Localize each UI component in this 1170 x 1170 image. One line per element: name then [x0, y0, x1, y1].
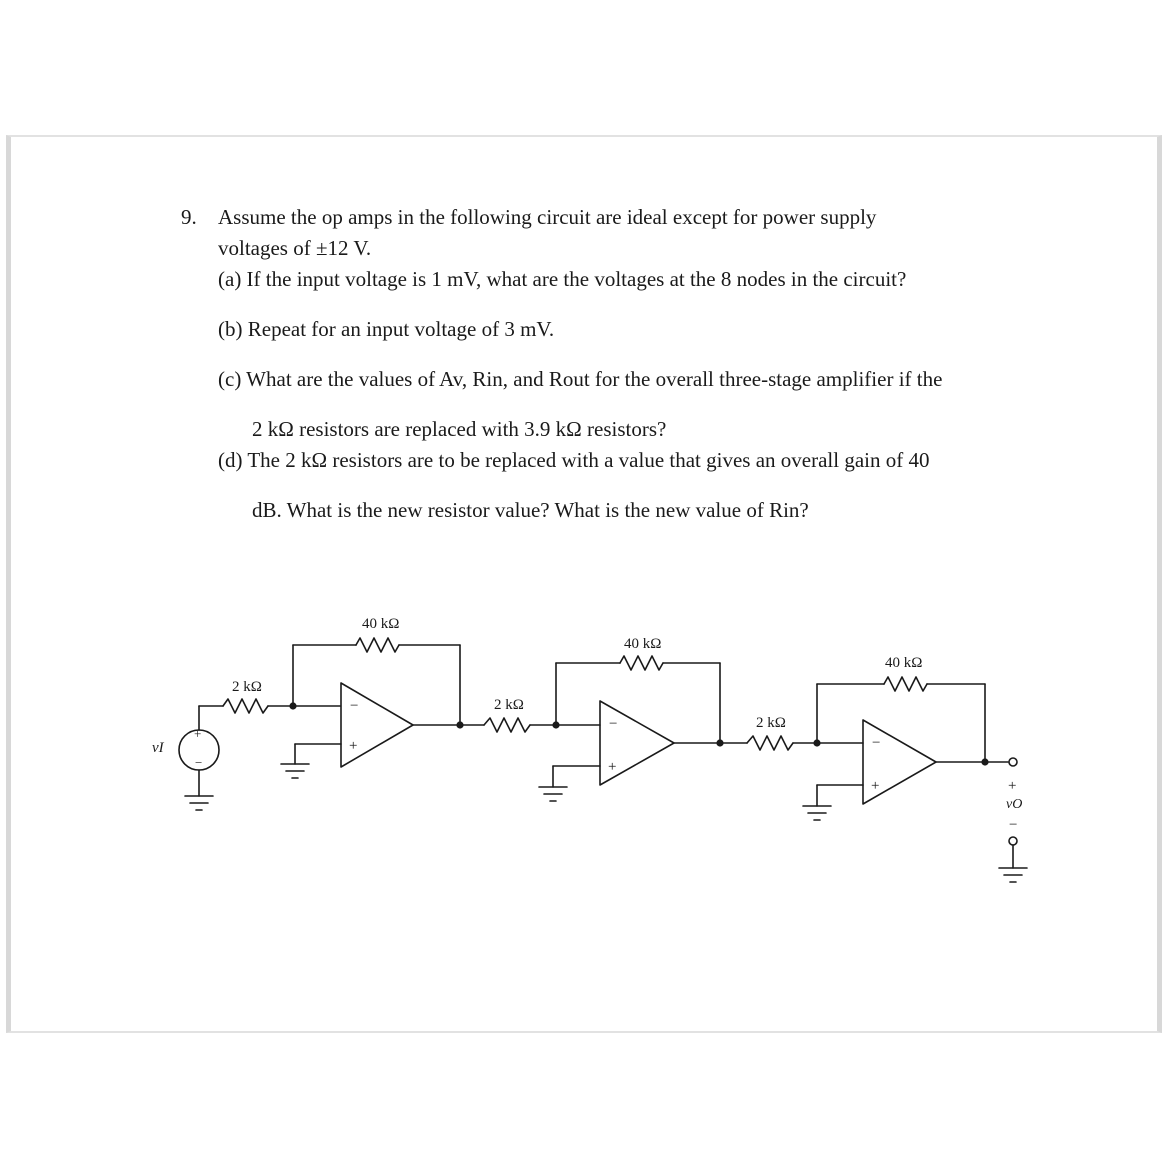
source-label: vI	[152, 740, 164, 756]
node-dot	[552, 721, 559, 728]
stage2-inv-sign: −	[609, 716, 618, 732]
part-b: (b) Repeat for an input voltage of 3 mV.	[218, 317, 555, 341]
output-plus-sign: +	[1008, 778, 1017, 794]
output-terminal-icon	[1009, 837, 1017, 845]
source-minus-sign: −	[195, 755, 203, 770]
output-label: vO	[1006, 797, 1023, 812]
part-c-line1: (c) What are the values of Av, Rin, and Rout for the overall three-stage amplifier if the	[218, 367, 943, 391]
stage3-rin-label: 2 kΩ	[756, 715, 786, 731]
stage2-noninv-sign: +	[608, 759, 617, 775]
op-amp-1-icon	[341, 683, 413, 767]
stage3-inv-sign: −	[872, 735, 881, 751]
node-dot	[289, 702, 296, 709]
stage3-rf-label: 40 kΩ	[885, 655, 923, 671]
ground-icon	[999, 868, 1027, 882]
stage2-rf-label: 40 kΩ	[624, 636, 662, 652]
node-dot	[981, 758, 988, 765]
node-dot	[456, 721, 463, 728]
stage1-inv-sign: −	[350, 698, 359, 714]
output-terminal-icon	[1009, 758, 1017, 766]
node-dot	[813, 739, 820, 746]
part-d-line1: (d) The 2 kΩ resistors are to be replaced with a value that gives an overall gain of 40	[218, 448, 930, 472]
stage1-rin-label: 2 kΩ	[232, 679, 262, 695]
output-minus-sign: −	[1009, 817, 1018, 833]
node-dots	[289, 702, 988, 765]
node-dot	[716, 739, 723, 746]
stage1-noninv-sign: +	[349, 738, 358, 754]
resistor-icon	[356, 638, 399, 652]
problem-stem-line2: voltages of ±12 V.	[218, 236, 372, 260]
problem-stem-line1: Assume the op amps in the following circuit are ideal except for power supply	[218, 205, 877, 229]
stage2-rin-label: 2 kΩ	[494, 697, 524, 713]
ground-icon	[803, 806, 831, 820]
stage1-rf-label: 40 kΩ	[362, 616, 400, 632]
resistor-icon	[223, 699, 268, 713]
resistor-icon	[484, 718, 530, 732]
part-d-line2: dB. What is the new resistor value? What is the new value of Rin?	[252, 498, 809, 522]
source-plus-sign: +	[194, 726, 202, 741]
resistor-icon	[620, 656, 663, 670]
problem-number: 9.	[181, 205, 197, 229]
ground-icon	[185, 796, 213, 810]
resistor-icon	[747, 736, 793, 750]
part-c-line2: 2 kΩ resistors are replaced with 3.9 kΩ resistors?	[252, 417, 667, 441]
resistor-icon	[884, 677, 927, 691]
ground-icon	[281, 764, 309, 778]
stage3-noninv-sign: +	[871, 778, 880, 794]
part-a: (a) If the input voltage is 1 mV, what are the voltages at the 8 nodes in the circuit?	[218, 267, 907, 291]
ground-icon	[539, 787, 567, 801]
